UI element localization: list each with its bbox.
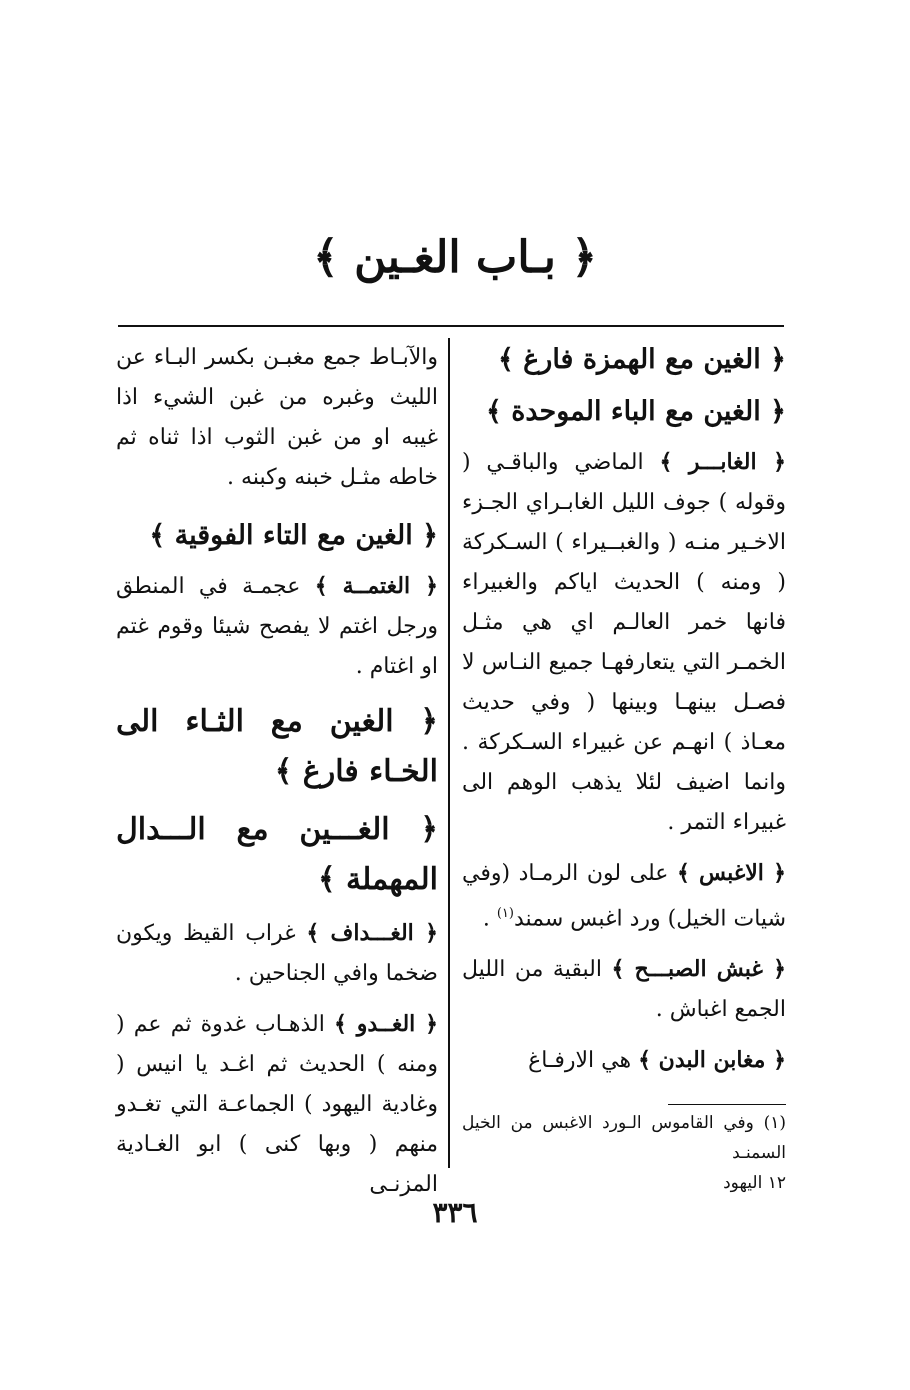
- entry-term: ﴿ الغـــداف ﴾: [306, 920, 438, 946]
- column-divider: [448, 338, 450, 1168]
- entry-term: ﴿ الاغبس ﴾: [676, 860, 787, 886]
- footnote-line: (١) وفي القاموس الـورد الاغبس من الخيل السمنـد: [462, 1113, 786, 1163]
- entry-maghabin: [462, 1040, 786, 1081]
- entry-term: ﴿ غبش الصبـــح ﴾: [611, 956, 786, 983]
- entry-term: ﴿ الغابـــر ﴾: [659, 449, 786, 475]
- entry-ghabash: [462, 949, 786, 1030]
- entry-text: عجمـة في المنطق ورجل اغتم لا يفصح شيئا وقوم غتم او اغتام .: [116, 574, 438, 679]
- section-heading-ta: ﴿ الغين مع التاء الفوقية ﴾: [149, 520, 438, 551]
- entry-ghabir: [462, 442, 786, 843]
- right-column: [462, 338, 786, 1168]
- entry-text: هي الارفـاغ: [528, 1048, 632, 1074]
- continuation-paragraph: والآبـاط جمع مغبـن بكسر البـاء عن الليث وغبره من غبن الشيء اذا غيبه او من غبن الثوب اذا ثناه ثم خاطه مثـل خبنه وكبنه .: [116, 345, 438, 490]
- section-heading-dal: ﴿ الغـــين مع الـــدال المهملة ﴾: [116, 812, 438, 897]
- footnote-marker: (١): [496, 906, 514, 921]
- entry-text: الماضي والباقـي ( وقوله ) جوف الليل الغابـراي الجـزء الاخـير منـه ( والغبــيراء ) السـكركة ( ومنه ) الحديث اياكم والغبيراء فانها خمر العالـم اي هي مثـل الخمـر التي يتعارفهـا جميع النـاس لا فصـل بينهـا وبينها ( وفي حديث معـاذ ) انهـم عن غبيراء السـكركة . وانما اضيف لئلا يذهب الوهم الى غبيراء التمر .: [462, 450, 786, 835]
- entry-term: ﴿ الغتمــة ﴾: [314, 573, 438, 599]
- entry-ghutma: [116, 566, 438, 687]
- entry-term: ﴿ الغــدو ﴾: [334, 1011, 439, 1037]
- entry-text: على لون الرمـاد (وفي شيات الخيل) ورد اغبس سمند: [462, 861, 786, 932]
- footnote-line: ١٢ اليهود: [723, 1173, 786, 1193]
- entry-text: غراب القيظ ويكون ضخما وافي الجناحين .: [116, 921, 438, 986]
- section-heading-hamza: ﴿ الغين مع الهمزة فارغ ﴾: [497, 344, 786, 375]
- top-rule: [118, 325, 784, 327]
- section-heading-tha-kha: ﴿ الغين مع الثـاء الى الخـاء فارغ ﴾: [116, 704, 438, 789]
- footnote: [462, 1108, 786, 1198]
- section-heading-ba: ﴿ الغين مع الباء الموحدة ﴾: [485, 396, 786, 427]
- entry-ghuduw: [116, 1004, 438, 1205]
- entry-ghudaf: [116, 913, 438, 994]
- entry-term: ﴿ مغابن البدن ﴾: [638, 1047, 786, 1074]
- left-column: [116, 338, 439, 1197]
- entry-aghbas: [462, 853, 786, 939]
- footnote-rule: [668, 1104, 786, 1105]
- page-number: ٣٣٦: [432, 1196, 478, 1229]
- entry-text: البقية من الليل الجمع اغباش .: [462, 957, 786, 1023]
- entry-text: الذهـاب غدوة ثم عم ( ومنه ) الحديث ثم اغـد يا انيس ( وغادية اليهود ) الجماعـة التي تغـدو منهم ( وبها كنى ) ابو الغـادية المزنـى: [116, 1012, 438, 1197]
- entry-text-end: .: [482, 906, 497, 932]
- page-title: ﴿ بـاب الغـين ﴾: [312, 232, 597, 283]
